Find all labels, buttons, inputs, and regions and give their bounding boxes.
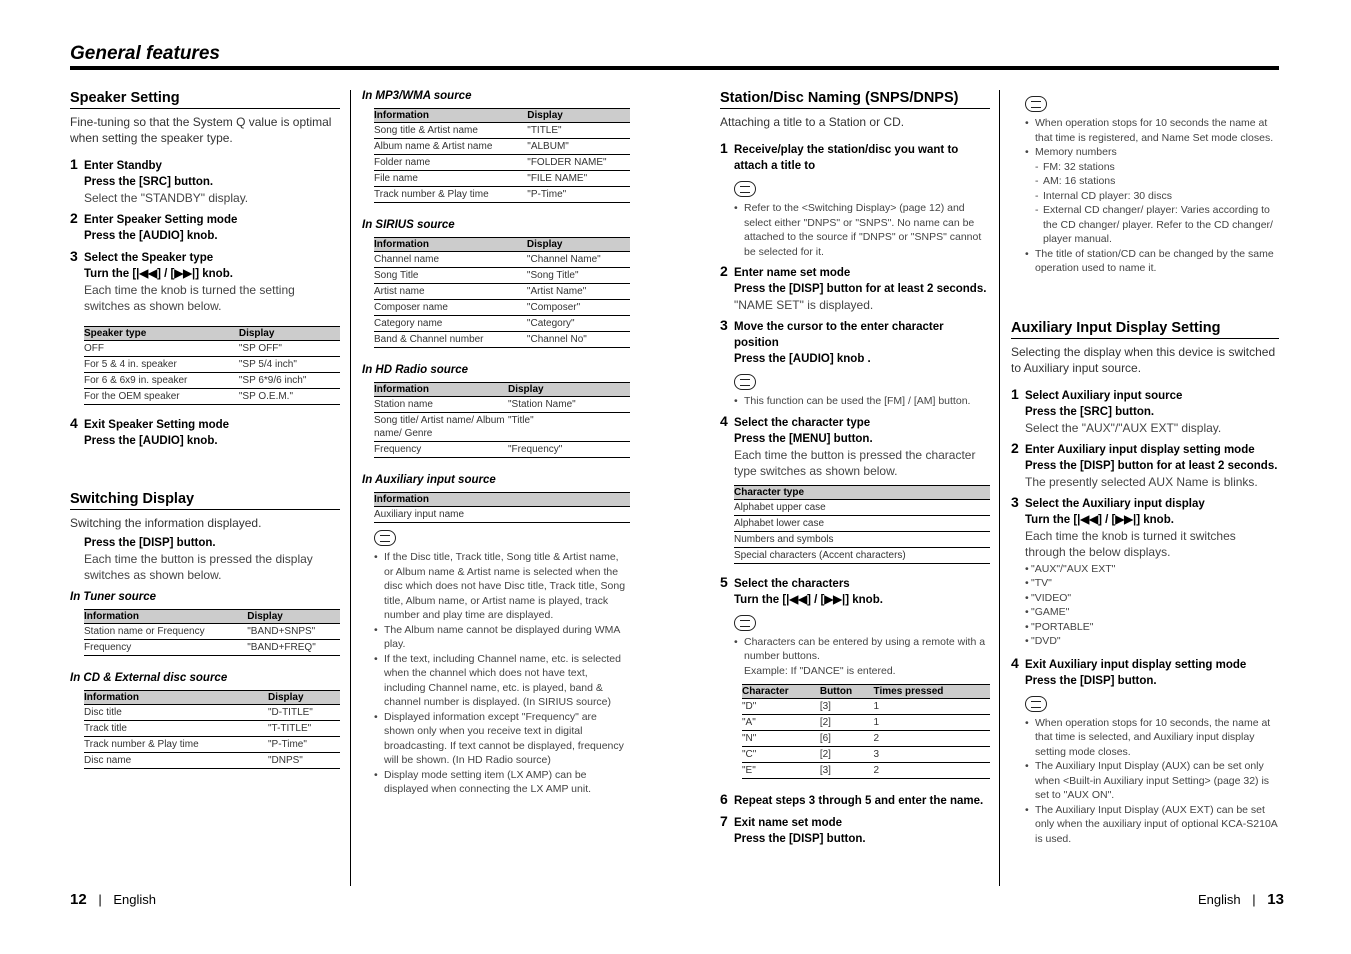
step-text: Select the "AUX"/"AUX EXT" display.	[1025, 420, 1222, 435]
step-title: Enter Standby	[84, 160, 162, 172]
step	[70, 250, 340, 405]
table-cell: Auxiliary input name	[374, 507, 630, 523]
note-example: Example: If "DANCE" is entered.	[744, 664, 896, 677]
step-action: Press the [DISP] button for at least 2 seconds.	[734, 283, 987, 295]
list-item: • "PORTABLE"	[1025, 620, 1279, 635]
table-row	[84, 341, 340, 357]
table-cell: "Frequency"	[508, 442, 630, 458]
table-cell: 1	[874, 715, 990, 731]
step-title: Exit Auxiliary input display setting mode	[1025, 658, 1247, 671]
step-title: Enter Auxiliary input display setting mode	[1025, 443, 1255, 456]
step-number: 3	[720, 317, 728, 333]
step-action: Press the [MENU] button.	[734, 432, 873, 445]
table-row	[374, 442, 630, 458]
notes-list	[1025, 116, 1279, 276]
table-cell: File name	[374, 171, 527, 187]
step-text: Select the "STANDBY" display.	[84, 191, 249, 205]
table-cell: "TITLE"	[527, 123, 630, 139]
list-item: • When operation stops for 10 seconds, the name at that time is selected, and Auxiliary input display setting mode closes.	[1025, 716, 1279, 760]
table-cell: [2]	[820, 715, 874, 731]
table-row	[84, 705, 340, 721]
table-cell: Category name	[374, 316, 527, 332]
step-number: 1	[720, 140, 728, 156]
step-text: Each time the knob is turned it switches through the below displays.	[1025, 528, 1236, 559]
character-table	[742, 684, 990, 779]
table-header: Information	[84, 610, 247, 624]
list-item: • When operation stops for 10 seconds the name at that time is registered, and Name Set mode closes.	[1025, 116, 1279, 145]
step	[1011, 439, 1279, 490]
step-number: 1	[70, 156, 78, 172]
table-cell: 2	[874, 763, 990, 779]
step-action: Turn the [|◀◀] / [▶▶|] knob.	[84, 268, 233, 280]
section-heading: Speaker Setting	[70, 90, 340, 109]
table-cell: Station name or Frequency	[84, 624, 247, 640]
table-row	[374, 187, 630, 203]
list-item: - Internal CD player: 30 discs	[1035, 189, 1279, 204]
page-number: 12	[70, 891, 87, 908]
step	[720, 265, 990, 313]
column-divider	[350, 90, 351, 886]
step-number: 2	[720, 263, 728, 279]
step-number: 3	[70, 248, 78, 264]
table-cell: "A"	[742, 715, 820, 731]
table-cell: Numbers and symbols	[734, 531, 990, 547]
table-cell: "N"	[742, 731, 820, 747]
table-header: Character	[742, 685, 820, 699]
step-text: The presently selected AUX Name is blinks.	[1025, 474, 1258, 489]
table-cell: "FOLDER NAME"	[527, 155, 630, 171]
step-number: 6	[720, 791, 728, 807]
table-cell: Channel name	[374, 252, 527, 268]
column-3	[720, 90, 990, 847]
step-title: Move the cursor to the enter character position	[734, 321, 944, 349]
step-action: Press the [AUDIO] knob.	[84, 435, 218, 447]
subsection-title: In SIRIUS source	[362, 219, 455, 231]
table-row	[374, 171, 630, 187]
table-cell: "BAND+SNPS"	[247, 624, 340, 640]
list-item: • The Auxiliary Input Display (AUX EXT) can be set only when the auxiliary input of optional KCA-S210A is used.	[1025, 803, 1279, 847]
table-row	[84, 753, 340, 769]
step	[720, 412, 990, 564]
step-title: Select the character type	[734, 416, 871, 429]
table-cell: Special characters (Accent characters)	[734, 547, 990, 563]
table-cell: "FILE NAME"	[527, 171, 630, 187]
note-icon	[374, 530, 396, 546]
header-rule	[70, 66, 1279, 70]
column-1	[70, 90, 340, 773]
table-row	[742, 715, 990, 731]
column-4	[1011, 90, 1279, 846]
footer-left: 12 | English	[70, 891, 156, 908]
table-cell: "Channel Name"	[527, 252, 630, 268]
step-number: 4	[1011, 654, 1019, 671]
step	[720, 319, 990, 409]
table-row	[84, 721, 340, 737]
table-cell: For 6 & 6x9 in. speaker	[84, 373, 239, 389]
step-action: Press the [AUDIO] knob.	[84, 230, 218, 242]
list-item: • Refer to the <Switching Display> (page 12) and select either "DNPS" or "SNPS". No name can be attached to the source if "DNPS" or "SNPS" cannot be selected for it.	[734, 201, 990, 259]
table-cell: Composer name	[374, 300, 527, 316]
table-row	[374, 397, 630, 413]
footer-language: English	[1198, 892, 1241, 907]
table-cell: Frequency	[84, 640, 247, 656]
step	[720, 815, 990, 847]
list-item: • The Auxiliary Input Display (AUX) can be set only when <Built-in Auxiliary input Setting> (page 32) is set to "AUX ON".	[1025, 759, 1279, 803]
list-item: • "VIDEO"	[1025, 591, 1279, 606]
step-action: Press the [DISP] button.	[1025, 674, 1157, 687]
table-cell: "E"	[742, 763, 820, 779]
aux-source-table	[374, 492, 630, 523]
table-header: Information	[374, 493, 630, 507]
table-header: Display	[247, 610, 340, 624]
table-row	[374, 284, 630, 300]
step-text: Each time the button is pressed the character type switches as shown below.	[734, 447, 976, 478]
table-header: Display	[527, 238, 630, 252]
table-row	[742, 699, 990, 715]
notes-list	[374, 550, 630, 797]
table-cell: "C"	[742, 747, 820, 763]
step-number: 1	[1011, 385, 1019, 402]
table-cell: 2	[874, 731, 990, 747]
section-intro: Switching the information displayed.	[70, 516, 262, 530]
subsection-title: In MP3/WMA source	[362, 90, 472, 102]
step-action: Turn the [|◀◀] / [▶▶|] knob.	[734, 593, 883, 606]
table-row	[84, 640, 340, 656]
character-type-table	[734, 485, 990, 564]
section-heading: Switching Display	[70, 491, 340, 510]
table-cell: "Composer"	[527, 300, 630, 316]
sirius-table	[374, 237, 630, 348]
table-row	[374, 252, 630, 268]
step-number: 4	[70, 415, 78, 431]
step	[70, 417, 340, 449]
table-header: Information	[374, 109, 527, 123]
table-cell: "SP 5/4 inch"	[239, 357, 340, 373]
column-2	[362, 88, 630, 797]
notes-list	[1025, 716, 1279, 847]
step-text: Each time the knob is turned the setting switches as shown below.	[84, 283, 295, 313]
table-cell: Alphabet upper case	[734, 499, 990, 515]
step-action: Press the [SRC] button.	[84, 176, 214, 188]
table-cell: "Artist Name"	[527, 284, 630, 300]
step-title: Select Auxiliary input source	[1025, 389, 1183, 402]
list-item: • "DVD"	[1025, 634, 1279, 649]
note-icon	[1025, 96, 1047, 112]
list-item: • "GAME"	[1025, 605, 1279, 620]
list-item: - AM: 16 stations	[1035, 174, 1279, 189]
table-cell: "Title"	[508, 413, 630, 442]
table-cell: "SP OFF"	[239, 341, 340, 357]
table-cell: Alphabet lower case	[734, 515, 990, 531]
step-action: Press the [DISP] button.	[84, 537, 216, 549]
table-row	[374, 316, 630, 332]
note-icon	[1025, 696, 1047, 712]
table-header: Information	[374, 383, 508, 397]
step-title: Receive/play the station/disc you want to attach a title to	[734, 144, 959, 172]
step-number: 7	[720, 813, 728, 829]
page-title: General features	[70, 43, 220, 64]
table-cell: Disc name	[84, 753, 268, 769]
step-title: Select the Speaker type	[84, 252, 214, 264]
section-heading: Station/Disc Naming (SNPS/DNPS)	[720, 90, 990, 109]
step	[70, 535, 340, 583]
subsection-title: In CD & External disc source	[70, 672, 228, 684]
table-row	[84, 737, 340, 753]
step-title: Exit name set mode	[734, 817, 843, 829]
table-header: Times pressed	[874, 685, 990, 699]
cd-table	[84, 690, 340, 769]
table-cell: Album name & Artist name	[374, 139, 527, 155]
table-header: Speaker type	[84, 327, 239, 341]
step-title: Exit Speaker Setting mode	[84, 419, 230, 431]
step-number: 2	[1011, 439, 1019, 456]
table-cell: OFF	[84, 341, 239, 357]
table-row	[84, 357, 340, 373]
table-row	[742, 763, 990, 779]
list-item: - FM: 32 stations	[1035, 160, 1279, 175]
section-intro: Attaching a title to a Station or CD.	[720, 115, 905, 129]
table-cell: Song title/ Artist name/ Album name/ Genre	[374, 413, 508, 442]
table-cell: For 5 & 4 in. speaker	[84, 357, 239, 373]
table-cell: "DNPS"	[268, 753, 340, 769]
table-cell: "P-Time"	[268, 737, 340, 753]
table-row	[374, 332, 630, 348]
list-item: • Display mode setting item (LX AMP) can be displayed when connecting the LX AMP unit.	[374, 768, 630, 797]
step	[720, 793, 990, 809]
table-cell: [3]	[820, 763, 874, 779]
table-row	[84, 624, 340, 640]
table-cell: "Station Name"	[508, 397, 630, 413]
section-heading: Auxiliary Input Display Setting	[1011, 320, 1279, 339]
table-row	[374, 155, 630, 171]
speaker-type-table	[84, 326, 340, 405]
table-row	[374, 139, 630, 155]
table-row	[734, 531, 990, 547]
note-icon	[734, 374, 756, 390]
table-cell: 3	[874, 747, 990, 763]
table-cell: 1	[874, 699, 990, 715]
list-item: • "AUX"/"AUX EXT"	[1025, 562, 1279, 577]
tuner-table	[84, 609, 340, 656]
table-header: Information	[374, 238, 527, 252]
table-cell: "SP 6*9/6 inch"	[239, 373, 340, 389]
step	[720, 142, 990, 259]
list-item: • "TV"	[1025, 576, 1279, 591]
step-title: Select the Auxiliary input display	[1025, 497, 1205, 510]
table-cell: For the OEM speaker	[84, 389, 239, 405]
step-action: Press the [DISP] button.	[734, 833, 866, 845]
page-number: 13	[1267, 891, 1284, 908]
step-text: Each time the button is pressed the display switches as shown below.	[84, 552, 313, 582]
subsection-title: In Tuner source	[70, 591, 157, 603]
table-row	[84, 389, 340, 405]
table-header: Display	[268, 691, 340, 705]
footer-right: English | 13	[1198, 891, 1284, 908]
list-item: • Memory numbers	[1025, 145, 1279, 160]
table-cell: Folder name	[374, 155, 527, 171]
subsection-title: In HD Radio source	[362, 364, 469, 376]
note-icon	[734, 181, 756, 197]
step-title: Repeat steps 3 through 5 and enter the name.	[734, 795, 984, 807]
table-cell: Artist name	[374, 284, 527, 300]
table-cell: "BAND+FREQ"	[247, 640, 340, 656]
step	[70, 212, 340, 244]
table-row	[374, 268, 630, 284]
table-row	[374, 413, 630, 442]
table-header: Display	[239, 327, 340, 341]
table-row	[374, 123, 630, 139]
list-item: • This function can be used the [FM] / [AM] button.	[734, 394, 990, 409]
note-icon	[734, 615, 756, 631]
list-item: • If the text, including Channel name, etc. is selected when the channel which does not have text, including Channel name, etc. is played, band & channel number is displayed. (In SIRIUS source)	[374, 652, 630, 710]
table-cell: [3]	[820, 699, 874, 715]
step-title: Select the characters	[734, 577, 850, 590]
list-item: • The title of station/CD can be changed by the same operation used to name it.	[1025, 247, 1279, 276]
list-item: • Displayed information except "Frequency" are shown only when you receive text in digital broadcasting. If text cannot be displayed, frequency will be shown. (In HD Radio source)	[374, 710, 630, 768]
list-item: • The Album name cannot be displayed during WMA play.	[374, 623, 630, 652]
table-cell: "Channel No"	[527, 332, 630, 348]
section-intro: Selecting the display when this device is switched to Auxiliary input source.	[1011, 344, 1276, 375]
step-title: Enter name set mode	[734, 267, 851, 279]
list-item: - External CD changer/ player: Varies according to the CD changer/ player. Refer to the CD changer/ player manual.	[1035, 203, 1279, 247]
table-cell: Frequency	[374, 442, 508, 458]
step-number: 4	[720, 412, 728, 429]
table-cell: "D"	[742, 699, 820, 715]
table-header: Button	[820, 685, 874, 699]
step	[1011, 493, 1279, 649]
subsection-title: In Auxiliary input source	[362, 474, 496, 486]
table-row	[742, 731, 990, 747]
hd-table	[374, 382, 630, 458]
step-text: "NAME SET" is displayed.	[734, 298, 874, 312]
footer-language: English	[113, 892, 156, 907]
step-number: 2	[70, 210, 78, 226]
table-cell: [2]	[820, 747, 874, 763]
step-title: Enter Speaker Setting mode	[84, 214, 238, 226]
list-item: • If the Disc title, Track title, Song title & Artist name, or Album name & Artist name is selected when the disc which does not have Disc title, Track title, Song title, Album name, or Artist name is played, track number and play time are displayed.	[374, 550, 630, 623]
mp3-table	[374, 108, 630, 203]
table-header: Display	[527, 109, 630, 123]
list-item: • Characters can be entered by using a remote with a number buttons.	[734, 635, 990, 664]
table-cell: "SP O.E.M."	[239, 389, 340, 405]
step	[1011, 385, 1279, 436]
table-row	[84, 373, 340, 389]
table-header: Information	[84, 691, 268, 705]
display-options-list	[1025, 562, 1279, 649]
step	[70, 158, 340, 206]
table-cell: Song title & Artist name	[374, 123, 527, 139]
table-row	[374, 507, 630, 523]
step-action: Press the [SRC] button.	[1025, 405, 1155, 418]
table-cell: "P-Time"	[527, 187, 630, 203]
table-cell: Disc title	[84, 705, 268, 721]
table-cell: Song Title	[374, 268, 527, 284]
table-cell: Station name	[374, 397, 508, 413]
table-cell: "D-TITLE"	[268, 705, 340, 721]
section-intro: Fine-tuning so that the System Q value is optimal when setting the speaker type.	[70, 115, 332, 145]
table-cell: Band & Channel number	[374, 332, 527, 348]
step-action: Turn the [|◀◀] / [▶▶|] knob.	[1025, 513, 1174, 526]
table-header: Character type	[734, 485, 990, 499]
step	[1011, 654, 1279, 847]
step	[720, 573, 990, 780]
table-row	[734, 499, 990, 515]
table-row	[374, 300, 630, 316]
table-row	[734, 515, 990, 531]
table-cell: "Song Title"	[527, 268, 630, 284]
table-row	[734, 547, 990, 563]
step-action: Press the [AUDIO] knob .	[734, 353, 871, 365]
table-cell: [6]	[820, 731, 874, 747]
step-number: 5	[720, 573, 728, 590]
step-number: 3	[1011, 493, 1019, 510]
table-header: Display	[508, 383, 630, 397]
table-cell: Track number & Play time	[374, 187, 527, 203]
table-cell: Track number & Play time	[84, 737, 268, 753]
table-cell: "ALBUM"	[527, 139, 630, 155]
table-cell: "Category"	[527, 316, 630, 332]
table-cell: Track title	[84, 721, 268, 737]
table-cell: "T-TITLE"	[268, 721, 340, 737]
column-divider	[999, 90, 1000, 886]
table-row	[742, 747, 990, 763]
step-action: Press the [DISP] button for at least 2 seconds.	[1025, 459, 1278, 472]
